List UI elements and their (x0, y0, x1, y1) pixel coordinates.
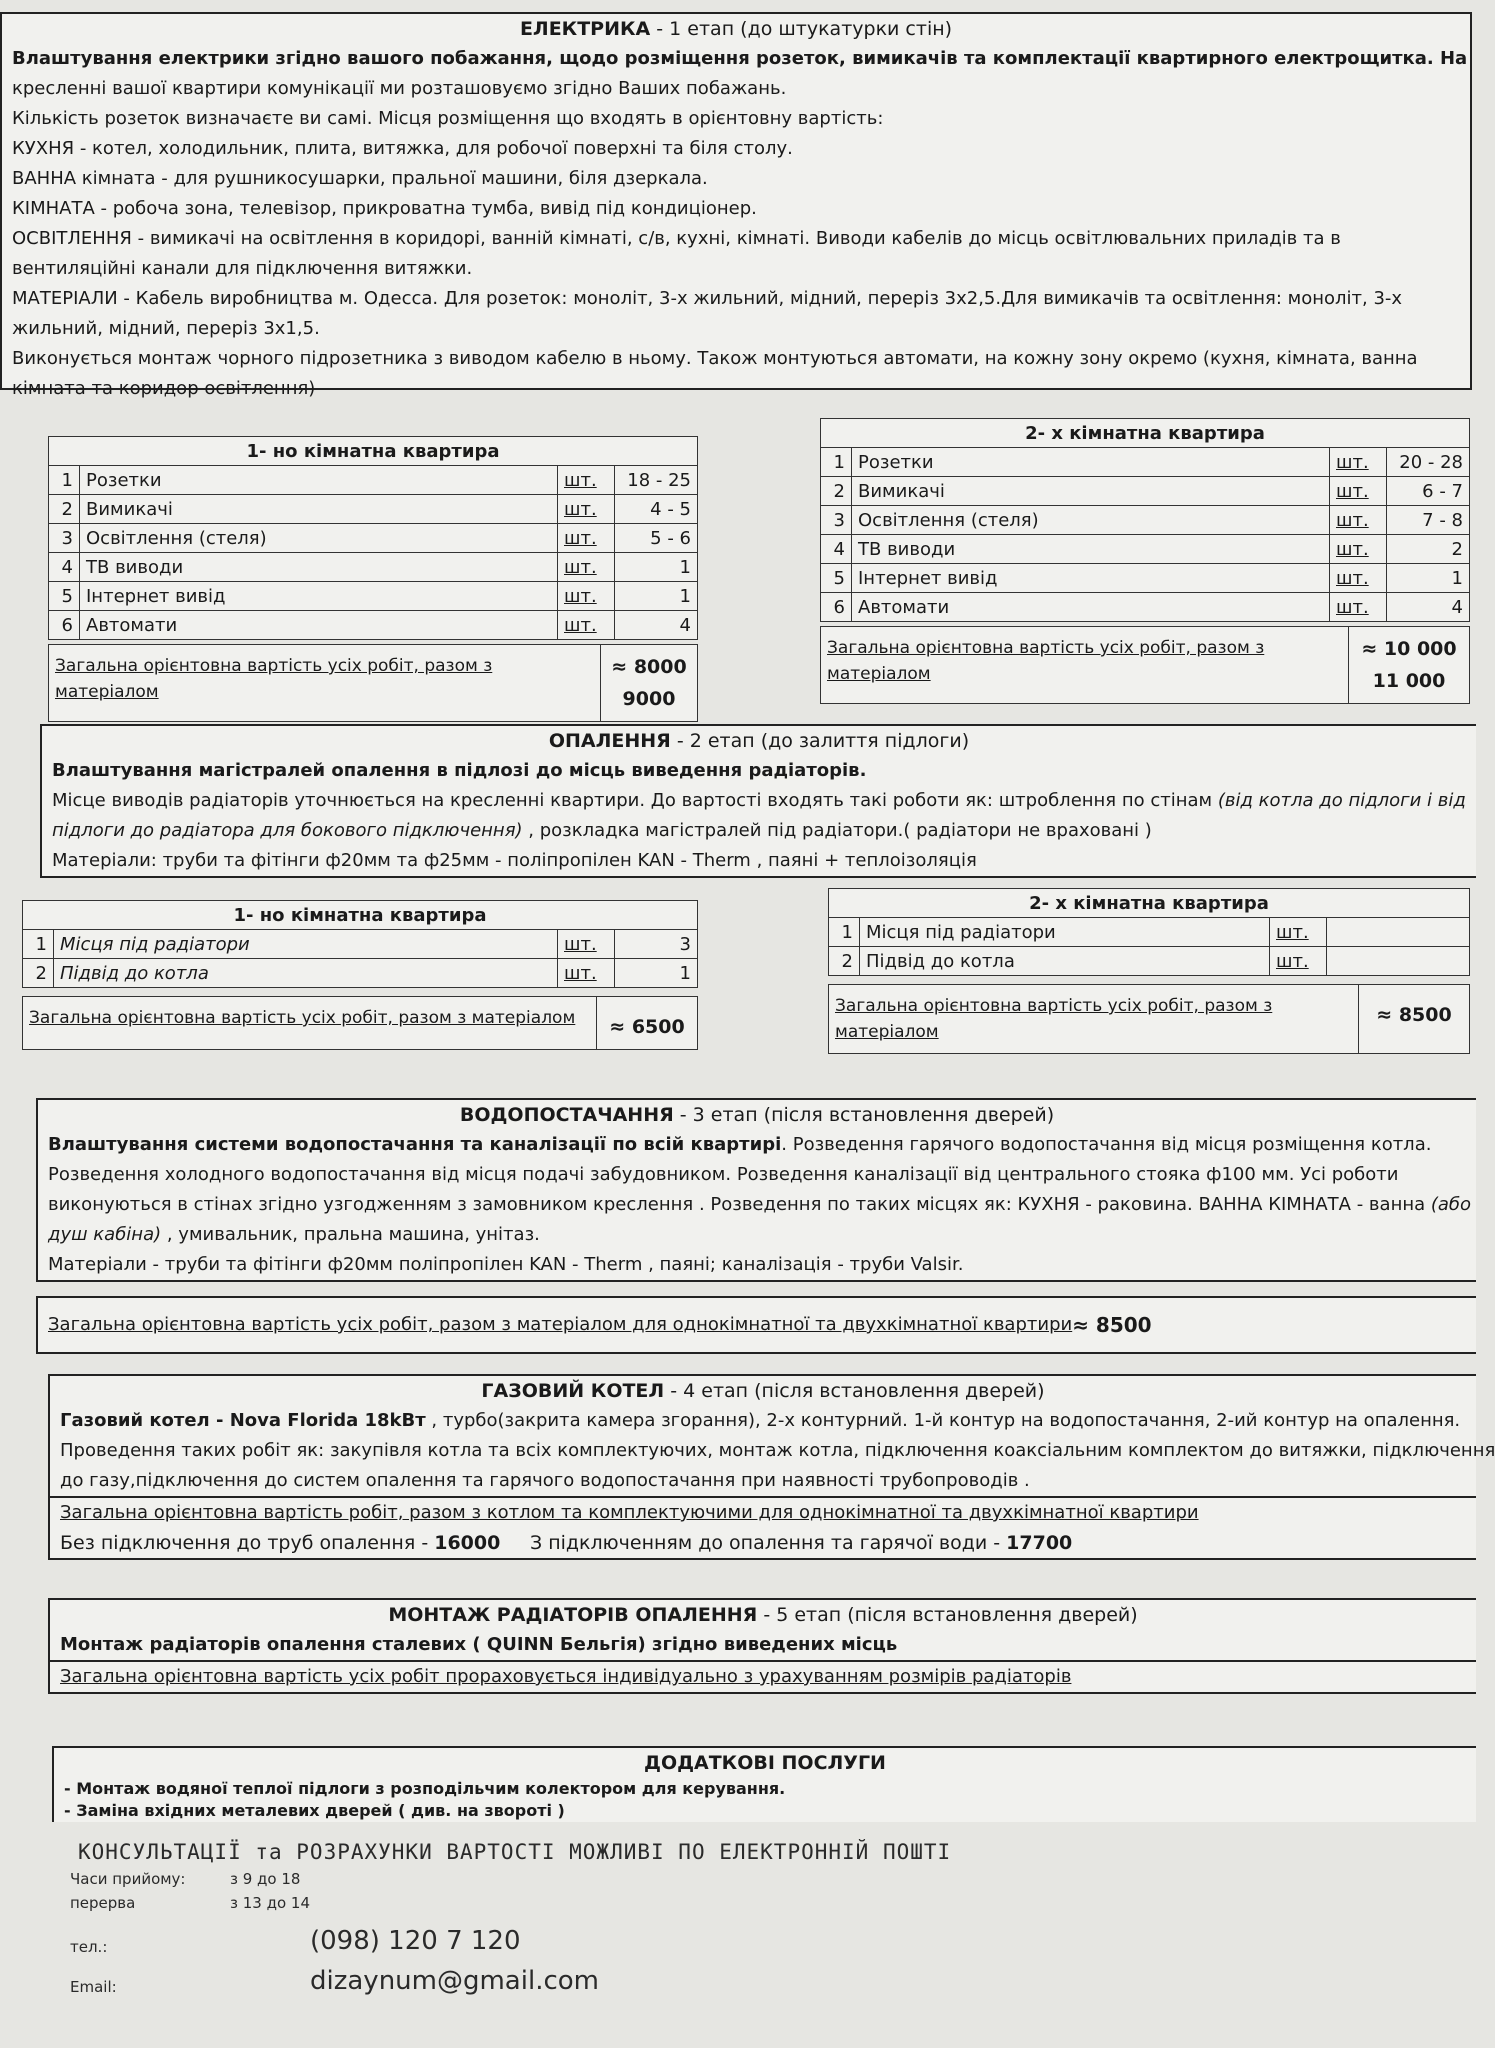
electric-line: КІМНАТА - робоча зона, телевізор, прикроватна тумба, вивід під кондиціонер. (12, 198, 757, 219)
electric-table-1room (48, 436, 698, 722)
heating-table-2room (828, 888, 1470, 1054)
break-label: перерва (70, 1894, 136, 1912)
phone-value: (098) 120 7 120 (310, 1926, 521, 1956)
table-row: 1 Місця під радіатори шт. (829, 918, 1470, 947)
electric-description (0, 12, 1472, 399)
phone-label: тел.: (70, 1938, 108, 1956)
electric-table-2room (820, 418, 1470, 704)
water-line: Влаштування системи водопостачання та каналізації по всій квартирі. Розведення гарячого водопостачання від місця розміщення котла. (48, 1134, 1432, 1155)
table-row: 4 ТВ виводи шт. 1 (49, 553, 698, 582)
radiators-title: МОНТАЖ РАДІАТОРІВ ОПАЛЕННЯ - 5 етап (після встановлення дверей) (388, 1604, 1138, 1626)
total-value: ≈ 6500 (609, 1016, 685, 1038)
table-row: 1 Місця під радіатори шт. 3 (23, 930, 698, 959)
table-row: 3 Освітлення (стеля) шт. 7 - 8 (821, 506, 1470, 535)
hours-label: Часи прийому: (70, 1870, 186, 1888)
total-label: Загальна орієнтовна вартість усіх робіт, разом з матеріалом (49, 645, 601, 721)
hours-value: з 9 до 18 (230, 1870, 301, 1888)
radiators-section (48, 1598, 1476, 1694)
electric-line: вентиляційні канали для підключення витяжки. (12, 258, 473, 279)
email-value: dizaynum@gmail.com (310, 1966, 599, 1996)
table-row: 3 Освітлення (стеля) шт. 5 - 6 (49, 524, 698, 553)
boiler-description (48, 1374, 1495, 1560)
break-value: з 13 до 14 (230, 1894, 311, 1912)
heating-section (40, 724, 1476, 878)
table-row: 6 Автомати шт. 4 (821, 593, 1470, 622)
boiler-title: ГАЗОВИЙ КОТЕЛ - 4 етап (після встановлення дверей) (481, 1380, 1045, 1402)
heating-title: ОПАЛЕННЯ - 2 етап (до залиття підлоги) (548, 730, 970, 752)
electric-total-2room (820, 626, 1470, 704)
extra-section (52, 1746, 1476, 1822)
table-header: 1- но кімнатна квартира (23, 901, 698, 930)
email-label: Email: (70, 1978, 117, 1996)
boiler-line: Газовий котел - Nova Florida 18kВт , турбо(закрита камера згорання), 2-х контурний. 1-й контур на водопостачання, 2-ий контур на опалення. (60, 1410, 1461, 1431)
boiler-options: Без підключення до труб опалення - 16000 З підключенням до опалення та гарячої води - 17700 (60, 1532, 1073, 1554)
electric-line: кімната та коридор освітлення) (12, 378, 316, 399)
total-label: Загальна орієнтовна вартість усіх робіт, разом з матеріалом (23, 997, 597, 1049)
table-header: 2- х кімнатна квартира (829, 889, 1470, 918)
electric-line: ОСВІТЛЕННЯ - вимикачі на освітлення в коридорі, ванній кімнаті, с/в, кухні, кімнаті. Виводи кабелів до місць освітлювальних приладів та в (12, 228, 1341, 249)
electric-line: жильний, мідний, переріз 3х1,5. (12, 318, 320, 339)
table-header: 1- но кімнатна квартира (49, 437, 698, 466)
table-row: 5 Інтернет вивід шт. 1 (49, 582, 698, 611)
boiler-line: до газу,підключення до систем опалення та гарячого водопостачання при наявності трубопроводів . (60, 1470, 1030, 1491)
contacts (70, 1840, 1370, 1996)
electric-title: ЕЛЕКТРИКА - 1 етап (до штукатурки стін) (519, 18, 953, 40)
water-description (36, 1098, 1476, 1282)
total-label: Загальна орієнтовна вартість усіх робіт, разом з матеріалом (821, 627, 1349, 703)
water-line: душ кабіна) , умивальник, пральна машина, унітаз. (48, 1224, 540, 1245)
heating-table-1room (22, 900, 698, 1050)
electric-line: ВАННА кімната - для рушникосушарки, пральної машини, біля дзеркала. (12, 168, 708, 189)
total-value: ≈ 8500 (1072, 1313, 1152, 1337)
table-row: 6 Автомати шт. 4 (49, 611, 698, 640)
total-label: Загальна орієнтовна вартість усіх робіт, разом з матеріалом (829, 985, 1359, 1053)
extra-title: ДОДАТКОВІ ПОСЛУГИ (644, 1752, 886, 1774)
radiators-line: Загальна орієнтовна вартість усіх робіт прораховується індивідуально з урахуванням розмірів радіаторів (50, 1660, 1476, 1692)
electric-line: Кількість розеток визначаєте ви самі. Місця розміщення що входять в орієнтовну вартість: (12, 108, 884, 129)
table-row: 2 Вимикачі шт. 4 - 5 (49, 495, 698, 524)
heating-description (40, 724, 1476, 878)
electric-total-1room (48, 644, 698, 722)
heating-line: Влаштування магістралей опалення в підлозі до місць виведення радіаторів. (52, 760, 867, 781)
boiler-section (48, 1374, 1495, 1560)
water-line: Матеріали - труби та фітінги ф20мм поліпропілен KAN - Therm , паяні; каналізація - труби Valsir. (48, 1254, 964, 1275)
water-total (36, 1296, 1476, 1354)
table-row: 2 Підвід до котла шт. (829, 947, 1470, 976)
water-line: Розведення холодного водопостачання від місця подачі забудовником. Розведення каналізації від центрального стояка ф100 мм. Усі роботи (48, 1164, 1399, 1185)
electric-line: МАТЕРІАЛИ - Кабель виробництва м. Одесса. Для розеток: моноліт, 3-х жильний, мідний, переріз 3х2,5.Для вимикачів та освітлення: моноліт, 3-х (12, 288, 1403, 309)
heating-line: Матеріали: труби та фітінги ф20мм та ф25мм - поліпропілен KAN - Therm , паяні + теплоізоляція (52, 850, 977, 871)
boiler-total-label: Загальна орієнтовна вартість робіт, разом з котлом та комплектуючими для однокімнатної та двухкімнатної квартири (50, 1496, 1476, 1528)
heating-total-2room (828, 984, 1470, 1054)
table-header: 2- х кімнатна квартира (821, 419, 1470, 448)
electric-section (0, 12, 1476, 399)
water-title: ВОДОПОСТАЧАННЯ - 3 етап (після встановлення дверей) (459, 1104, 1055, 1126)
total-value: ≈ 8500 (1376, 1004, 1452, 1026)
radiators-description (48, 1598, 1476, 1694)
extra-item: - Заміна вхідних металевих дверей ( див. на звороті ) (64, 1801, 565, 1820)
extra-description (52, 1746, 1476, 1822)
total-label: Загальна орієнтовна вартість усіх робіт, разом з матеріалом для однокімнатної та двухкімнатної квартири (48, 1314, 1073, 1335)
table-row: 2 Вимикачі шт. 6 - 7 (821, 477, 1470, 506)
table-row: 4 ТВ виводи шт. 2 (821, 535, 1470, 564)
electric-line: Виконується монтаж чорного підрозетника з виводом кабелю в ньому. Також монтуються автомати, на кожну зону окремо (кухня, кімната, ванна (12, 348, 1418, 369)
heating-line: Місце виводів радіаторів уточнюється на кресленні квартири. До вартості входять такі роботи як: штроблення по стінам (від котла до підлоги і від (52, 790, 1466, 811)
contacts-heading: КОНСУЛЬТАЦІЇ та РОЗРАХУНКИ ВАРТОСТІ МОЖЛИВІ ПО ЕЛЕКТРОННІЙ ПОШТІ (78, 1840, 952, 1864)
electric-line: КУХНЯ - котел, холодильник, плита, витяжка, для робочої поверхні та біля столу. (12, 138, 793, 159)
heating-total-1room (22, 996, 698, 1050)
electric-line: кресленні вашої квартири комунікації ми розташовуємо згідно Ваших побажань. (12, 78, 787, 99)
water-section (36, 1098, 1476, 1354)
extra-item: - Монтаж водяної теплої підлоги з розподільчим колектором для керування. (64, 1779, 786, 1798)
radiators-line: Монтаж радіаторів опалення сталевих ( QUINN Бельгія) згідно виведених місць (60, 1634, 898, 1655)
table-row: 1 Розетки шт. 20 - 28 (821, 448, 1470, 477)
boiler-line: Проведення таких робіт як: закупівля котла та всіх комплектуючих, монтаж котла, підключення коаксіальним комплектом до витяжки, підключення (60, 1440, 1495, 1461)
table-row: 1 Розетки шт. 18 - 25 (49, 466, 698, 495)
water-line: виконуються в стінах згідно узгодженням з замовником креслення . Розведення по таких місцях як: КУХНЯ - раковина. ВАННА КІМНАТА - ванна (або (48, 1194, 1472, 1215)
heating-line: підлоги до радіатора для бокового підключення) , розкладка магістралей під радіатори.( радіатори не враховані ) (52, 820, 1152, 841)
table-row: 2 Підвід до котла шт. 1 (23, 959, 698, 988)
total-value: ≈ 8000 9000 (611, 656, 687, 710)
table-row: 5 Інтернет вивід шт. 1 (821, 564, 1470, 593)
electric-line: Влаштування електрики згідно вашого побажання, щодо розміщення розеток, вимикачів та комплектації квартирного електрощитка. На (12, 48, 1468, 69)
total-value: ≈ 10 000 11 000 (1361, 638, 1457, 692)
